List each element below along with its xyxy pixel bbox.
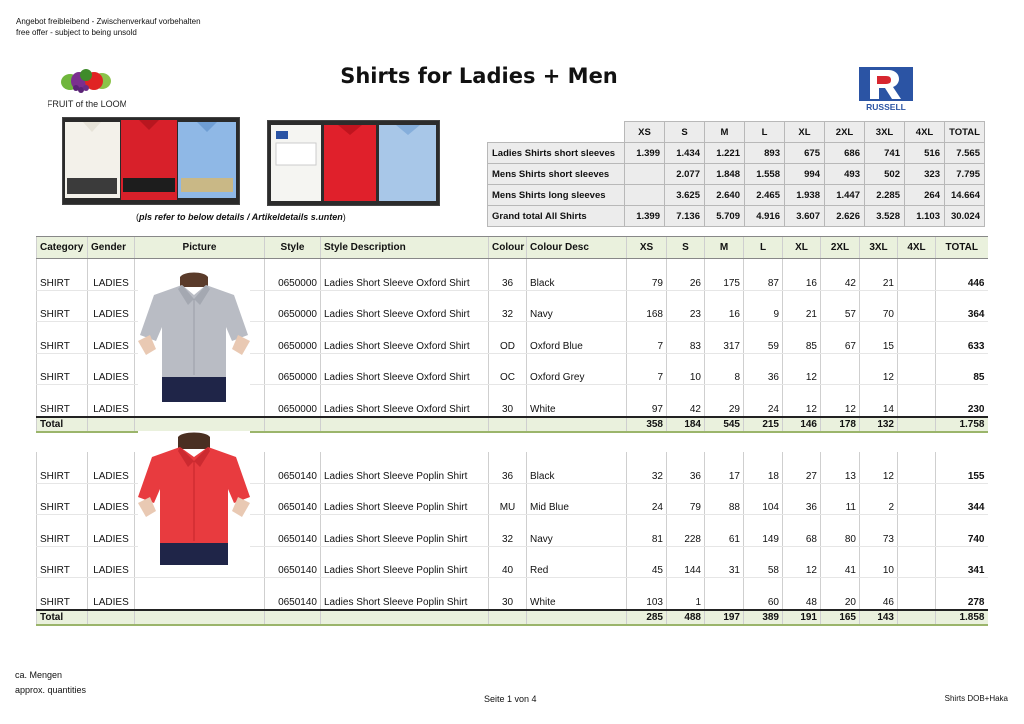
summary-head-cell: 4XL [905, 122, 945, 143]
cell-xs: 97 [627, 385, 667, 417]
cell-4xl [898, 578, 936, 610]
page-title: Shirts for Ladies + Men [340, 64, 618, 88]
cell-xl: 36 [783, 483, 821, 515]
cell-gender: LADIES [88, 353, 135, 385]
col-header-category: Category [37, 237, 88, 259]
col-header-style: Style [265, 237, 321, 259]
cell-colour: 40 [489, 546, 527, 578]
cell-total: 278 [936, 578, 988, 610]
cell-colour: OD [489, 322, 527, 354]
cell-l: 58 [744, 546, 783, 578]
cell-style-description: Ladies Short Sleeve Poplin Shirt [321, 578, 489, 610]
total-empty-cell [135, 417, 265, 432]
col-header-s: S [667, 237, 705, 259]
summary-value: 5.709 [705, 206, 745, 227]
total-s: 184 [667, 417, 705, 432]
cell-colour-desc: Red [527, 546, 627, 578]
cell-style-description: Ladies Short Sleeve Oxford Shirt [321, 322, 489, 354]
cell-2xl: 12 [821, 385, 860, 417]
cell-style: 0650000 [265, 290, 321, 322]
cell-m: 8 [705, 353, 744, 385]
cell-s: 42 [667, 385, 705, 417]
cell-4xl [898, 452, 936, 483]
col-header-xs: XS [627, 237, 667, 259]
cell-2xl: 42 [821, 259, 860, 291]
cell-style: 0650140 [265, 483, 321, 515]
total-2xl: 165 [821, 610, 860, 625]
cell-xl: 48 [783, 578, 821, 610]
summary-value: 1.434 [665, 143, 705, 164]
summary-value: 14.664 [945, 185, 985, 206]
cell-xs: 7 [627, 353, 667, 385]
summary-row [488, 143, 985, 164]
total-m: 545 [705, 417, 744, 432]
cell-xl: 85 [783, 322, 821, 354]
cell-3xl: 14 [860, 385, 898, 417]
summary-value: 516 [905, 143, 945, 164]
brand-right: RUSSELL [866, 102, 906, 112]
cell-category: SHIRT [37, 483, 88, 515]
summary-value: 323 [905, 164, 945, 185]
cell-3xl: 10 [860, 546, 898, 578]
notice [16, 16, 201, 38]
refer-text: pls refer to below details / Artikeldetails s.unten [139, 212, 343, 222]
cell-colour-desc: Black [527, 452, 627, 483]
cell-total: 230 [936, 385, 988, 417]
col-header-xl: XL [783, 237, 821, 259]
cell-4xl [898, 546, 936, 578]
total-empty-cell [265, 417, 321, 432]
cell-total: 633 [936, 322, 988, 354]
cell-style-description: Ladies Short Sleeve Oxford Shirt [321, 259, 489, 291]
cell-colour-desc: Oxford Grey [527, 353, 627, 385]
total-empty-cell [489, 610, 527, 625]
summary-row [488, 164, 985, 185]
total-xl: 191 [783, 610, 821, 625]
cell-m: 29 [705, 385, 744, 417]
cell-style: 0650000 [265, 385, 321, 417]
cell-gender: LADIES [88, 546, 135, 578]
cell-s: 228 [667, 515, 705, 547]
total-l: 389 [744, 610, 783, 625]
cell-s: 36 [667, 452, 705, 483]
cell-colour: OC [489, 353, 527, 385]
cell-2xl: 80 [821, 515, 860, 547]
summary-value: 30.024 [945, 206, 985, 227]
summary-head-cell: XS [625, 122, 665, 143]
summary-row-label: Ladies Shirts short sleeves [488, 143, 625, 164]
total-s: 488 [667, 610, 705, 625]
cell-colour-desc: Mid Blue [527, 483, 627, 515]
cell-xs: 79 [627, 259, 667, 291]
col-header-colour: Colour [489, 237, 527, 259]
page-number: Seite 1 von 4 [484, 694, 537, 704]
total-4xl [898, 610, 936, 625]
summary-value: 2.077 [665, 164, 705, 185]
cell-xl: 12 [783, 353, 821, 385]
summary-value: 3.625 [665, 185, 705, 206]
total-empty-cell [88, 417, 135, 432]
summary-value: 493 [825, 164, 865, 185]
summary-row-label: Grand total All Shirts [488, 206, 625, 227]
summary-head-cell: M [705, 122, 745, 143]
cell-xl: 68 [783, 515, 821, 547]
cell-2xl: 13 [821, 452, 860, 483]
notice-line-en: free offer - subject to being unsold [16, 28, 137, 37]
total-label: Total [37, 417, 88, 432]
summary-value [625, 164, 665, 185]
cell-m: 17 [705, 452, 744, 483]
cell-2xl: 41 [821, 546, 860, 578]
summary-head-cell: XL [785, 122, 825, 143]
summary-value: 1.221 [705, 143, 745, 164]
cell-category: SHIRT [37, 322, 88, 354]
cell-colour: 36 [489, 452, 527, 483]
cell-l: 18 [744, 452, 783, 483]
total-m: 197 [705, 610, 744, 625]
summary-grand-total-row [488, 206, 985, 227]
total-xs: 358 [627, 417, 667, 432]
cell-4xl [898, 290, 936, 322]
cell-colour-desc: Oxford Blue [527, 322, 627, 354]
cell-style-description: Ladies Short Sleeve Oxford Shirt [321, 290, 489, 322]
total-empty-cell [489, 417, 527, 432]
cell-l: 104 [744, 483, 783, 515]
summary-value: 3.607 [785, 206, 825, 227]
col-header-4xl: 4XL [898, 237, 936, 259]
cell-gender: LADIES [88, 483, 135, 515]
cell-s: 26 [667, 259, 705, 291]
refer-paren-close: ) [342, 212, 346, 222]
cell-s: 79 [667, 483, 705, 515]
summary-value: 3.528 [865, 206, 905, 227]
total-empty-cell [88, 610, 135, 625]
cell-style: 0650000 [265, 322, 321, 354]
total-empty-cell [527, 417, 627, 432]
cell-2xl [821, 353, 860, 385]
detail-header-row [37, 237, 988, 259]
cell-l: 149 [744, 515, 783, 547]
russell-package-photo [267, 120, 440, 206]
group-total-row [37, 417, 988, 432]
summary-value: 7.565 [945, 143, 985, 164]
cell-xs: 103 [627, 578, 667, 610]
brand-left: FRUIT of the LOOM [48, 99, 126, 109]
cell-style: 0650140 [265, 578, 321, 610]
cell-style: 0650140 [265, 452, 321, 483]
cell-colour: MU [489, 483, 527, 515]
refer-paren-open: ( [136, 212, 139, 222]
total-xl: 146 [783, 417, 821, 432]
cell-2xl: 67 [821, 322, 860, 354]
total-empty-cell [321, 417, 489, 432]
oxford-shirt-photo [138, 271, 250, 402]
cell-total: 341 [936, 546, 988, 578]
summary-value: 7.136 [665, 206, 705, 227]
cell-gender: LADIES [88, 290, 135, 322]
col-header-l: L [744, 237, 783, 259]
summary-row [488, 185, 985, 206]
summary-row-label: Mens Shirts long sleeves [488, 185, 625, 206]
cell-total: 344 [936, 483, 988, 515]
cell-3xl: 70 [860, 290, 898, 322]
cell-style-description: Ladies Short Sleeve Poplin Shirt [321, 515, 489, 547]
cell-gender: LADIES [88, 322, 135, 354]
cell-3xl: 46 [860, 578, 898, 610]
cell-colour: 32 [489, 515, 527, 547]
cell-3xl: 12 [860, 452, 898, 483]
cell-gender: LADIES [88, 515, 135, 547]
cell-xs: 7 [627, 322, 667, 354]
total-empty-cell [527, 610, 627, 625]
summary-value: 264 [905, 185, 945, 206]
cell-s: 23 [667, 290, 705, 322]
fruit-of-the-loom-package-photo [62, 117, 240, 205]
cell-l: 36 [744, 353, 783, 385]
cell-3xl: 21 [860, 259, 898, 291]
summary-value [625, 185, 665, 206]
cell-gender: LADIES [88, 578, 135, 610]
cell-category: SHIRT [37, 385, 88, 417]
summary-head-cell: TOTAL [945, 122, 985, 143]
cell-style: 0650000 [265, 353, 321, 385]
total-xs: 285 [627, 610, 667, 625]
cell-4xl [898, 515, 936, 547]
summary-value: 2.626 [825, 206, 865, 227]
cell-m: 16 [705, 290, 744, 322]
footer-note-en: approx. quantities [15, 685, 87, 695]
summary-value: 1.938 [785, 185, 825, 206]
cell-l: 60 [744, 578, 783, 610]
group-total-row [37, 610, 988, 625]
summary-value: 1.558 [745, 164, 785, 185]
total-total: 1.858 [936, 610, 988, 625]
cell-category: SHIRT [37, 452, 88, 483]
cell-m: 61 [705, 515, 744, 547]
summary-value: 2.465 [745, 185, 785, 206]
cell-style: 0650000 [265, 259, 321, 291]
summary-header-row [488, 122, 985, 143]
total-empty-cell [135, 610, 265, 625]
cell-colour: 36 [489, 259, 527, 291]
cell-category: SHIRT [37, 290, 88, 322]
col-header-total: TOTAL [936, 237, 988, 259]
summary-head-cell: S [665, 122, 705, 143]
cell-2xl: 20 [821, 578, 860, 610]
cell-xl: 16 [783, 259, 821, 291]
cell-s: 83 [667, 322, 705, 354]
total-3xl: 132 [860, 417, 898, 432]
cell-l: 9 [744, 290, 783, 322]
cell-gender: LADIES [88, 259, 135, 291]
cell-4xl [898, 259, 936, 291]
cell-xl: 21 [783, 290, 821, 322]
summary-value: 4.916 [745, 206, 785, 227]
cell-xl: 12 [783, 546, 821, 578]
cell-category: SHIRT [37, 515, 88, 547]
col-header-style-description: Style Description [321, 237, 489, 259]
cell-style: 0650140 [265, 546, 321, 578]
cell-style-description: Ladies Short Sleeve Poplin Shirt [321, 483, 489, 515]
cell-category: SHIRT [37, 578, 88, 610]
cell-category: SHIRT [37, 546, 88, 578]
total-l: 215 [744, 417, 783, 432]
total-2xl: 178 [821, 417, 860, 432]
col-header-3xl: 3XL [860, 237, 898, 259]
footer-note-de: ca. Mengen [15, 670, 63, 680]
total-4xl [898, 417, 936, 432]
cell-total: 446 [936, 259, 988, 291]
summary-value: 1.447 [825, 185, 865, 206]
refer-note [136, 212, 346, 222]
cell-colour-desc: Black [527, 259, 627, 291]
cell-style-description: Ladies Short Sleeve Oxford Shirt [321, 353, 489, 385]
cell-3xl: 15 [860, 322, 898, 354]
cell-picture [135, 578, 265, 610]
cell-gender: LADIES [88, 385, 135, 417]
summary-value: 1.399 [625, 206, 665, 227]
total-empty-cell [321, 610, 489, 625]
total-empty-cell [265, 610, 321, 625]
cell-colour-desc: White [527, 385, 627, 417]
total-3xl: 143 [860, 610, 898, 625]
footer-quantities-note [15, 668, 86, 698]
cell-m: 31 [705, 546, 744, 578]
summary-value: 994 [785, 164, 825, 185]
cell-3xl: 73 [860, 515, 898, 547]
cell-s: 144 [667, 546, 705, 578]
summary-value: 1.399 [625, 143, 665, 164]
summary-value: 893 [745, 143, 785, 164]
cell-xl: 27 [783, 452, 821, 483]
cell-4xl [898, 322, 936, 354]
cell-m [705, 578, 744, 610]
summary-value: 1.848 [705, 164, 745, 185]
cell-2xl: 11 [821, 483, 860, 515]
summary-value: 502 [865, 164, 905, 185]
col-header-picture: Picture [135, 237, 265, 259]
table-row [37, 578, 988, 610]
cell-m: 88 [705, 483, 744, 515]
cell-xs: 45 [627, 546, 667, 578]
total-label: Total [37, 610, 88, 625]
col-header-2xl: 2XL [821, 237, 860, 259]
cell-l: 59 [744, 322, 783, 354]
summary-value: 2.640 [705, 185, 745, 206]
cell-xl: 12 [783, 385, 821, 417]
summary-value: 7.795 [945, 164, 985, 185]
cell-style-description: Ladies Short Sleeve Poplin Shirt [321, 452, 489, 483]
notice-line-de: Angebot freibleibend - Zwischenverkauf vorbehalten [16, 17, 201, 26]
cell-style-description: Ladies Short Sleeve Oxford Shirt [321, 385, 489, 417]
cell-total: 740 [936, 515, 988, 547]
cell-colour-desc: White [527, 578, 627, 610]
summary-value: 686 [825, 143, 865, 164]
cell-total: 85 [936, 353, 988, 385]
cell-colour: 30 [489, 385, 527, 417]
cell-s: 10 [667, 353, 705, 385]
cell-4xl [898, 483, 936, 515]
cell-3xl: 2 [860, 483, 898, 515]
summary-value: 675 [785, 143, 825, 164]
summary-table [487, 121, 985, 227]
total-total: 1.758 [936, 417, 988, 432]
cell-m: 317 [705, 322, 744, 354]
cell-colour-desc: Navy [527, 290, 627, 322]
cell-total: 364 [936, 290, 988, 322]
cell-xs: 81 [627, 515, 667, 547]
summary-row-label: Mens Shirts short sleeves [488, 164, 625, 185]
cell-category: SHIRT [37, 353, 88, 385]
cell-colour: 32 [489, 290, 527, 322]
cell-2xl: 57 [821, 290, 860, 322]
cell-colour: 30 [489, 578, 527, 610]
col-header-gender: Gender [88, 237, 135, 259]
cell-l: 87 [744, 259, 783, 291]
cell-s: 1 [667, 578, 705, 610]
col-header-colour-desc: Colour Desc [527, 237, 627, 259]
cell-total: 155 [936, 452, 988, 483]
cell-style-description: Ladies Short Sleeve Poplin Shirt [321, 546, 489, 578]
cell-4xl [898, 353, 936, 385]
summary-head-cell: 3XL [865, 122, 905, 143]
cell-style: 0650140 [265, 515, 321, 547]
russell-logo [856, 65, 916, 113]
cell-gender: LADIES [88, 452, 135, 483]
cell-xs: 168 [627, 290, 667, 322]
summary-value: 1.103 [905, 206, 945, 227]
col-header-m: M [705, 237, 744, 259]
summary-value: 2.285 [865, 185, 905, 206]
cell-category: SHIRT [37, 259, 88, 291]
cell-colour-desc: Navy [527, 515, 627, 547]
summary-corner [488, 122, 625, 143]
summary-head-cell: L [745, 122, 785, 143]
cell-xs: 24 [627, 483, 667, 515]
sheet-name: Shirts DOB+Haka [944, 694, 1008, 703]
poplin-shirt-photo [138, 431, 250, 565]
cell-4xl [898, 385, 936, 417]
cell-xs: 32 [627, 452, 667, 483]
cell-m: 175 [705, 259, 744, 291]
cell-l: 24 [744, 385, 783, 417]
summary-value: 741 [865, 143, 905, 164]
cell-3xl: 12 [860, 353, 898, 385]
summary-head-cell: 2XL [825, 122, 865, 143]
